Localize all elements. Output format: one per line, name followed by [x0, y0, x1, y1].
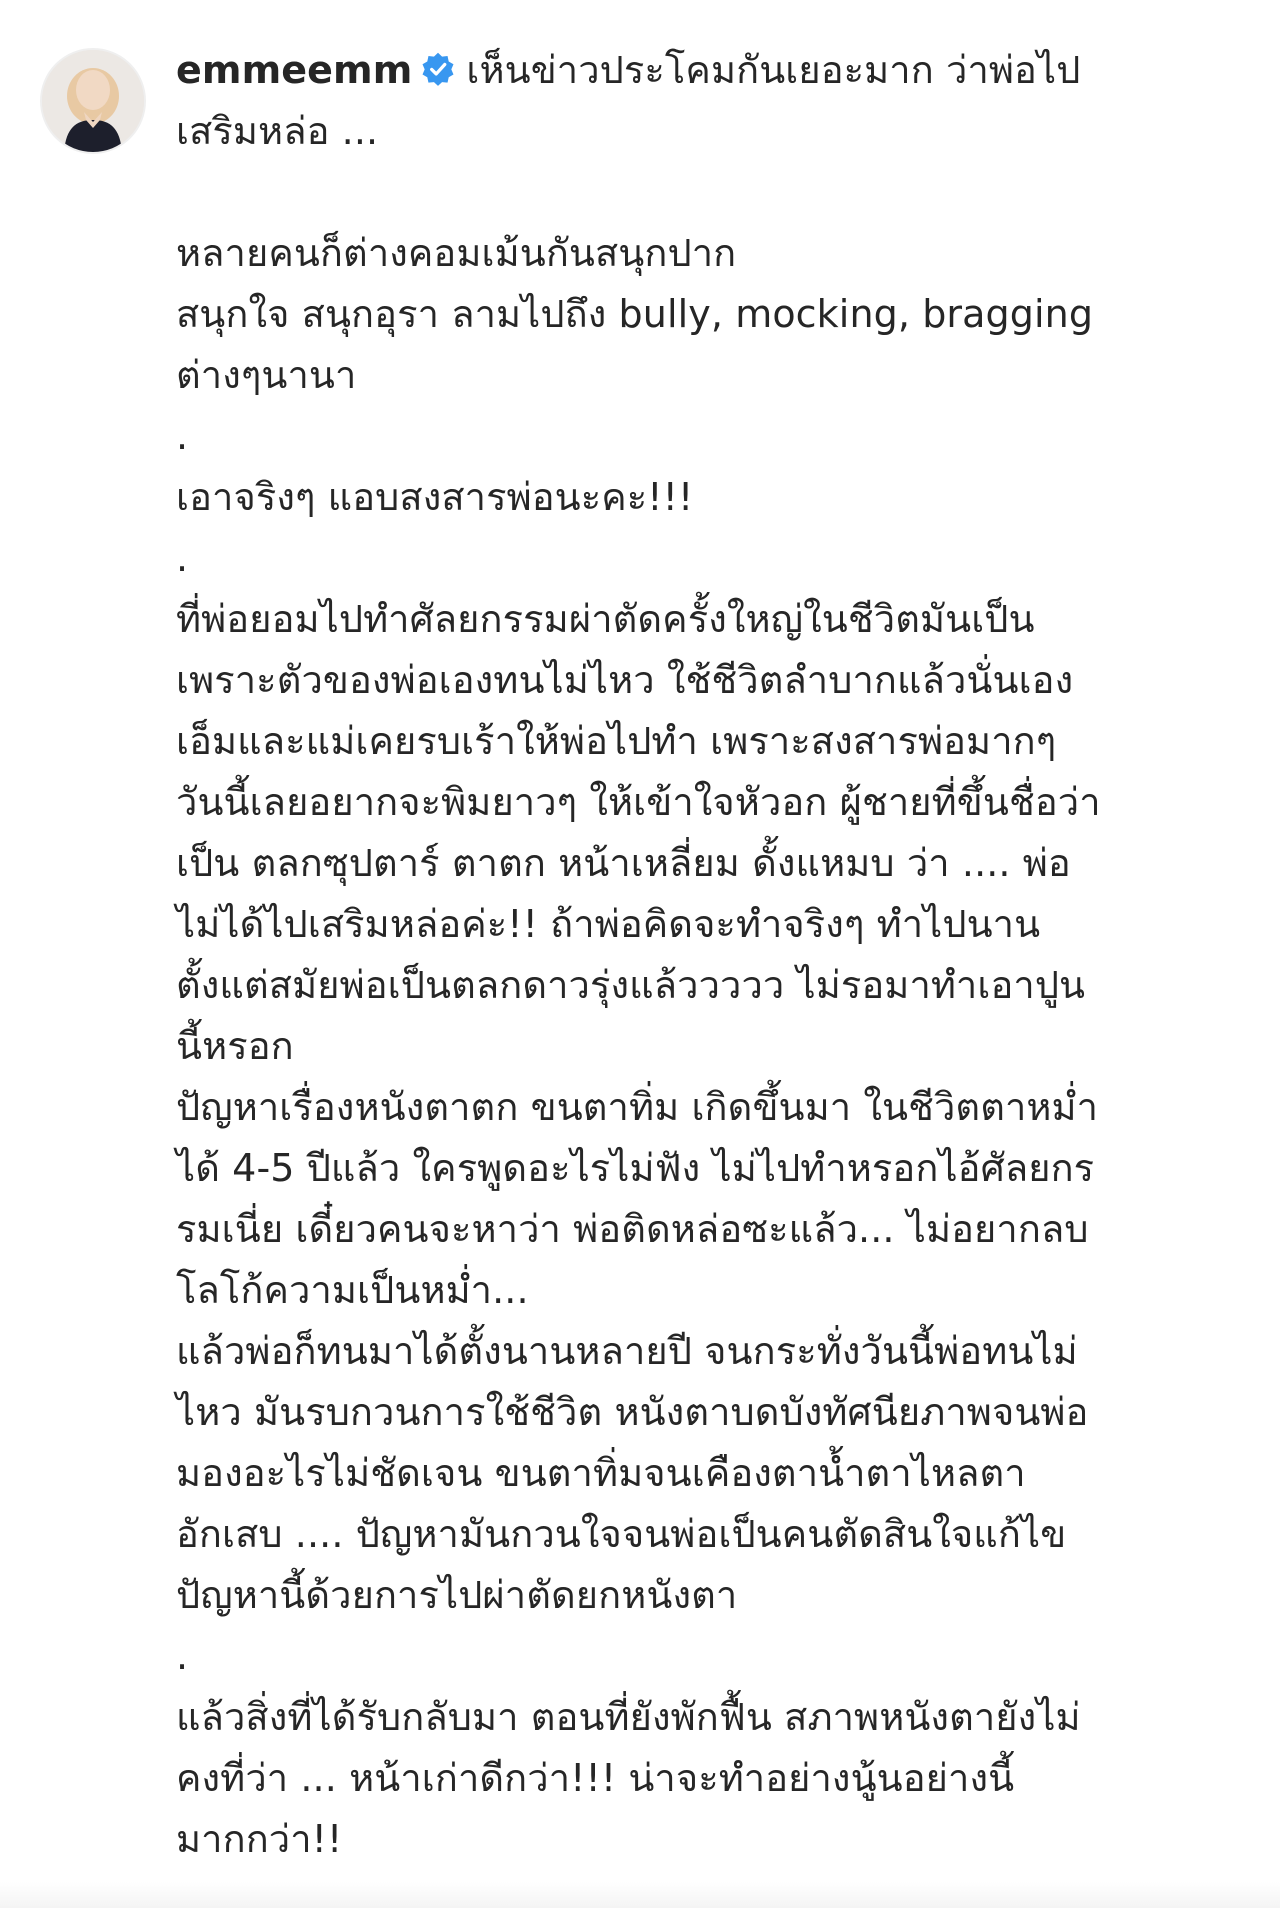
caption-line [176, 162, 1246, 223]
verified-badge-icon [420, 51, 456, 87]
caption-line: ปัญหานี้ด้วยการไปผ่าตัดยกหนังตา [176, 1573, 738, 1617]
caption-line: ปัญหาเรื่องหนังตาตก ขนตาทิ่ม เกิดขึ้นมา ในชีวิตตาหม่ำ [176, 1085, 1099, 1129]
caption-line: ไหว มันรบกวนการใช้ชีวิต หนังตาบดบังทัศนียภาพจนพ่อ [176, 1390, 1089, 1434]
caption-line: แล้วพ่อก็ทนมาได้ตั้งนานหลายปี จนกระทั่งวันนี้พ่อทนไม่ [176, 1329, 1078, 1373]
caption-line: หลายคนก็ต่างคอมเม้นกันสนุกปาก [176, 231, 737, 275]
caption-line: ที่พ่อยอมไปทำศัลยกรรมผ่าตัดครั้งใหญ่ในชีวิตมันเป็น [176, 597, 1035, 641]
caption-line: มากกว่า!! [176, 1817, 343, 1861]
caption-first-line [176, 40, 1246, 101]
caption-line: ตั้งแต่สมัยพ่อเป็นตลกดาวรุ่งแล้ววววว ไม่รอมาทำเอาปูน [176, 963, 1086, 1007]
caption-line: เสริมหล่อ ... [176, 109, 379, 153]
caption-text [176, 40, 1246, 1870]
caption-line: นี้หรอก [176, 1024, 294, 1068]
caption-line: ได้ 4-5 ปีแล้ว ใครพูดอะไรไม่ฟัง ไม่ไปทำหรอกไอ้ศัลยกร [176, 1146, 1095, 1190]
username[interactable]: emmeemm [176, 48, 413, 92]
caption-line: สนุกใจ สนุกอุรา ลามไปถึง bully, mocking, bragging [176, 292, 1094, 336]
caption-line: วันนี้เลยอยากจะพิมยาวๆ ให้เข้าใจหัวอก ผู้ชายที่ขึ้นชื่อว่า [176, 780, 1101, 824]
caption-line: รมเนี่ย เดี๋ยวคนจะหาว่า พ่อติดหล่อซะแล้ว... ไม่อยากลบ [176, 1207, 1089, 1251]
profile-photo-icon [42, 50, 144, 152]
caption-line: เอ็มและแม่เคยรบเร้าให้พ่อไปทำ เพราะสงสารพ่อมากๆ [176, 719, 1057, 763]
bottom-divider [0, 1882, 1280, 1908]
caption-line: คงที่ว่า ... หน้าเก่าดีกว่า!!! น่าจะทำอย่างนู้นอย่างนี้ [176, 1756, 1015, 1800]
caption-line: โลโก้ความเป็นหม่ำ... [176, 1268, 529, 1312]
caption-line: . [176, 1634, 189, 1678]
caption-line: มองอะไรไม่ชัดเจน ขนตาทิ่มจนเคืองตาน้ำตาไหลตา [176, 1451, 1026, 1495]
caption-line: แล้วสิ่งที่ได้รับกลับมา ตอนที่ยังพักฟื้น สภาพหนังตายังไม่ [176, 1695, 1081, 1739]
caption-line: เห็นข่าวประโคมกันเยอะมาก ว่าพ่อไป [466, 48, 1081, 92]
caption-line: . [176, 414, 189, 458]
caption-line: . [176, 536, 189, 580]
caption-line: เป็น ตลกซุปตาร์ ตาตก หน้าเหลี่ยม ดั้งแหมบ ว่า .... พ่อ [176, 841, 1071, 885]
caption-line: ไม่ได้ไปเสริมหล่อค่ะ!! ถ้าพ่อคิดจะทำจริงๆ ทำไปนาน [176, 902, 1041, 946]
caption-line: อักเสบ .... ปัญหามันกวนใจจนพ่อเป็นคนตัดสินใจแก้ไข [176, 1512, 1067, 1556]
caption-line: เอาจริงๆ แอบสงสารพ่อนะคะ!!! [176, 475, 694, 519]
caption-line: ต่างๆนานา [176, 353, 357, 397]
avatar[interactable] [40, 48, 146, 154]
caption-line: เพราะตัวของพ่อเองทนไม่ไหว ใช้ชีวิตลำบากแล้วนั่นเอง [176, 658, 1074, 702]
